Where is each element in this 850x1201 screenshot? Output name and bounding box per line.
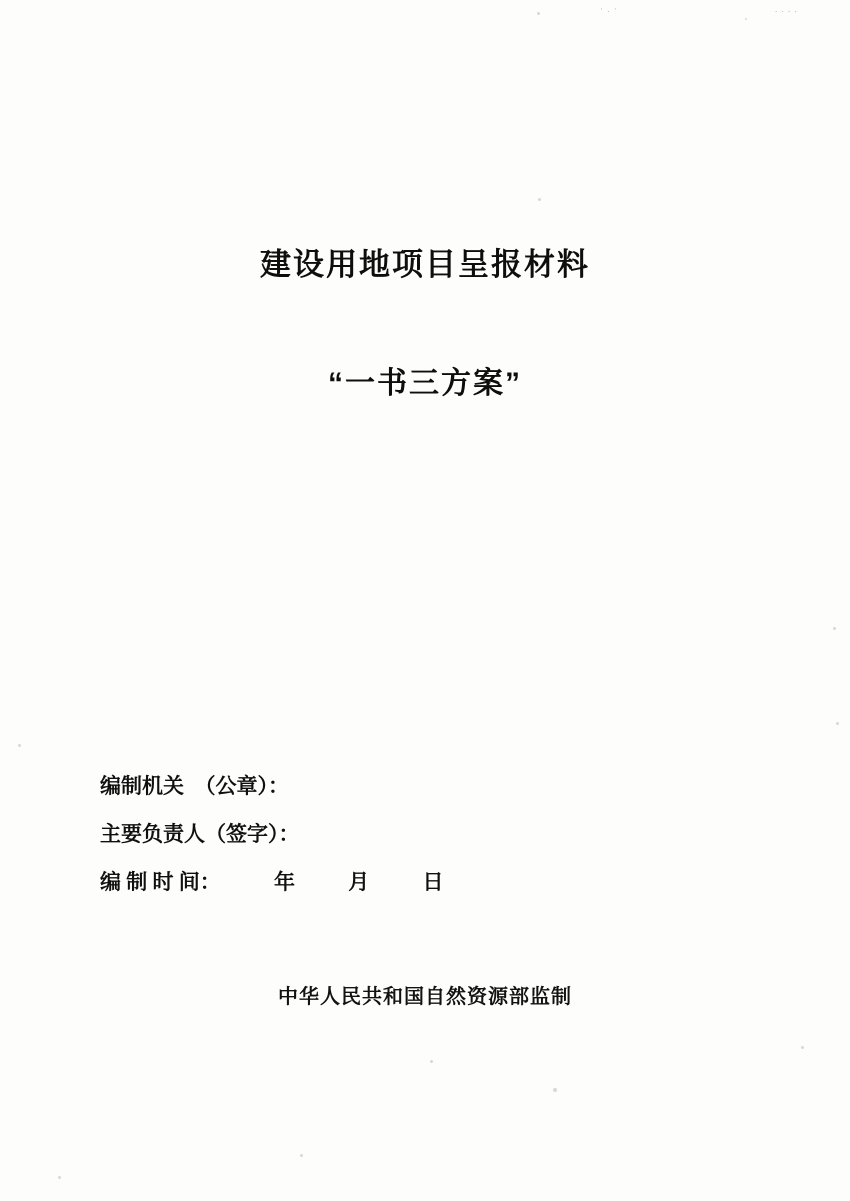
scan-speckle bbox=[58, 1176, 61, 1179]
footer bbox=[0, 980, 850, 1009]
form-fields bbox=[100, 775, 750, 919]
scan-speckle bbox=[537, 12, 540, 15]
date-unit-day[interactable]: 日 bbox=[422, 870, 444, 895]
page-title: 建设用地项目呈报材料 bbox=[260, 247, 590, 282]
date-unit-year[interactable]: 年 bbox=[274, 870, 295, 895]
title-block bbox=[0, 246, 850, 402]
field-row-responsible-person bbox=[100, 823, 750, 845]
scan-speckle bbox=[300, 1154, 303, 1157]
scan-speckle bbox=[538, 198, 541, 201]
scan-speckle bbox=[553, 1088, 557, 1092]
scan-speckle bbox=[833, 627, 836, 630]
page-subtitle: “一书三方案” bbox=[328, 367, 522, 401]
field-label-responsible-person: 主要负责人（签字）： bbox=[100, 822, 300, 847]
field-row-compiling-authority bbox=[100, 775, 750, 797]
scan-mark-top-left: · . · bbox=[600, 4, 618, 14]
footer-issuer: 中华人民共和国自然资源部监制 bbox=[278, 986, 572, 1008]
scan-speckle bbox=[430, 1060, 433, 1063]
scan-speckle bbox=[801, 1046, 804, 1049]
field-label-compiling-authority: 编制机关 （公章）： bbox=[100, 774, 289, 798]
date-unit-month[interactable]: 月 bbox=[348, 870, 370, 895]
field-row-compiling-date bbox=[100, 871, 750, 893]
scan-speckle bbox=[836, 722, 839, 725]
scan-speckle bbox=[18, 744, 21, 747]
scan-mark-top-right: . . . . bbox=[775, 4, 798, 14]
scan-speckle bbox=[745, 18, 747, 20]
field-label-compiling-date: 编 制 时 间： bbox=[100, 870, 221, 895]
